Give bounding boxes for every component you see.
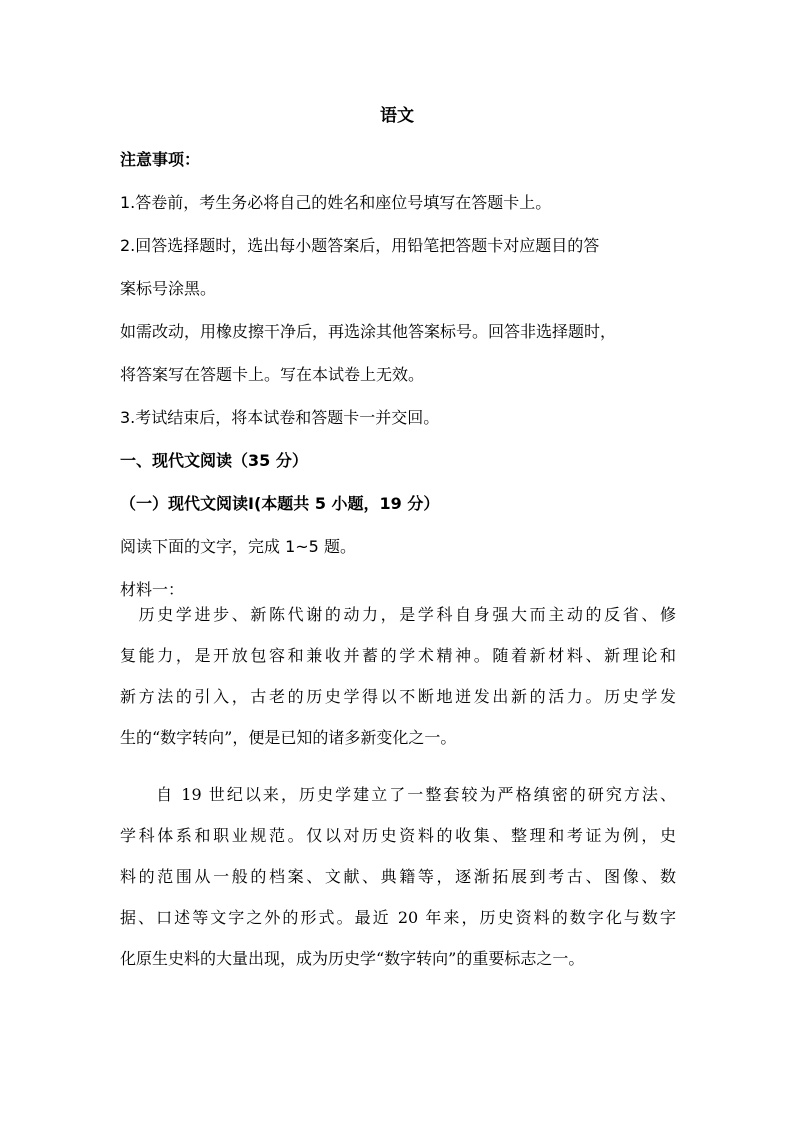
notice-line-4: 如需改动，用橡皮擦干净后，再选涂其他答案标号。回答非选择题时， (120, 322, 617, 341)
notice-line-3: 案标号涂黑。 (120, 279, 217, 298)
paragraph-2-line-4: 据、口述等文字之外的形式。最近 20 年来，历史资料的数字化与数字 (120, 908, 676, 927)
material-paragraph-2 (120, 774, 676, 979)
notice-line-6: 3.考试结束后，将本试卷和答题卡一并交回。 (120, 408, 440, 427)
paragraph-2-line-1: 自 19 世纪以来，历史学建立了一整套较为严格缜密的研究方法、 (120, 785, 676, 804)
notice-line-2: 2.回答选择题时，选出每小题答案后，用铅笔把答题卡对应题目的答 (120, 236, 600, 255)
paragraph-1-line-4: 生的“数字转向”，便是已知的诸多新变化之一。 (120, 728, 457, 747)
section-heading: 一、现代文阅读（35 分） (120, 451, 308, 470)
instruction-text: 阅读下面的文字，完成 1~5 题。 (120, 537, 356, 556)
paragraph-1-line-1: 历史学进步、新陈代谢的动力，是学科自身强大而主动的反省、修 (120, 605, 676, 624)
material-label: 材料一： (120, 580, 185, 599)
paragraph-2-line-2: 学科体系和职业规范。仅以对历史资料的收集、整理和考证为例，史 (120, 826, 676, 845)
notice-line-1: 1.答卷前，考生务必将自己的姓名和座位号填写在答题卡上。 (120, 193, 552, 212)
notice-section (120, 138, 676, 611)
paragraph-1-line-3: 新方法的引入，古老的历史学得以不断地迸发出新的活力。历史学发 (120, 687, 676, 706)
paragraph-1-line-2: 复能力，是开放包容和兼收并蓄的学术精神。随着新材料、新理论和 (120, 646, 676, 665)
paragraph-2-line-5: 化原生史料的大量出现，成为历史学“数字转向”的重要标志之一。 (120, 949, 585, 968)
notice-line-5: 将答案写在答题卡上。写在本试卷上无效。 (120, 365, 425, 384)
paragraph-2-line-3: 料的范围从一般的档案、文献、典籍等，逐渐拓展到考古、图像、数 (120, 867, 676, 886)
notice-heading: 注意事项： (120, 150, 201, 169)
material-paragraph-1 (120, 594, 676, 758)
page-title: 语文 (380, 106, 414, 126)
subsection-heading: （一）现代文阅读Ⅰ(本题共 5 小题，19 分） (120, 494, 440, 513)
